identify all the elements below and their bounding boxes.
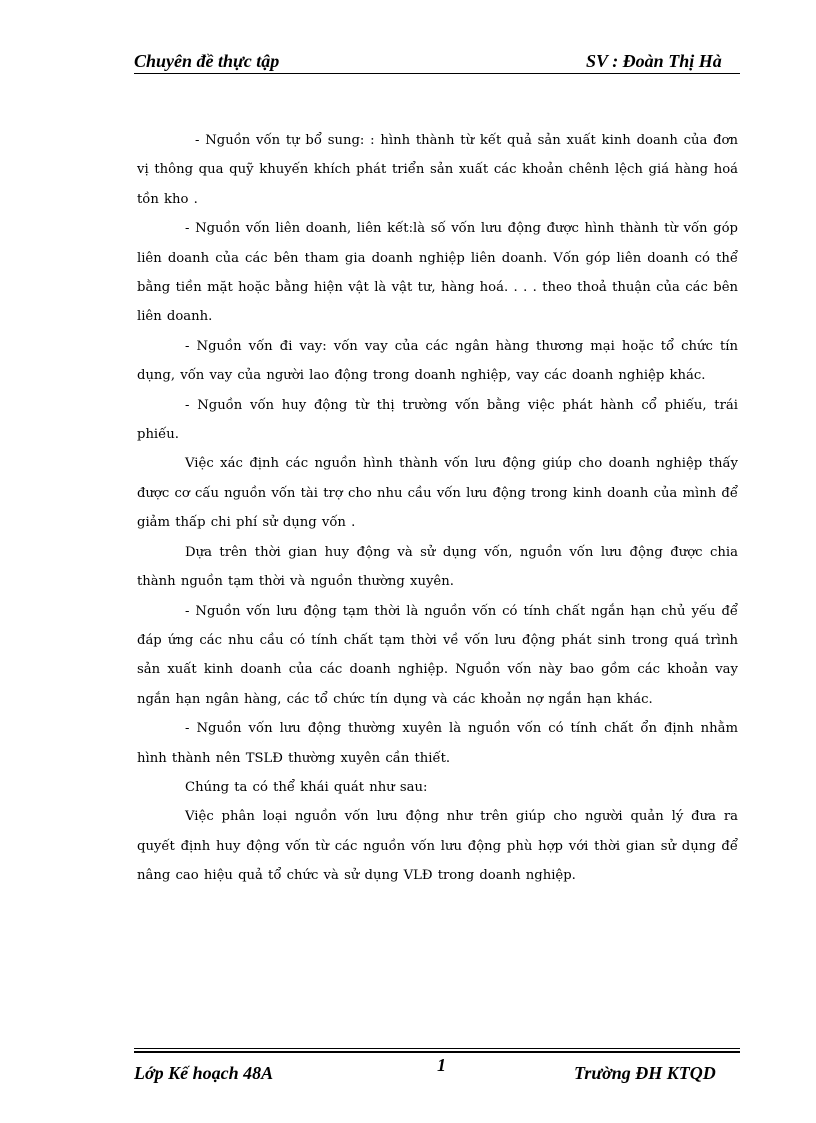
header-rule <box>134 73 740 74</box>
footer-rule-thick <box>134 1051 740 1053</box>
paragraph: - Nguồn vốn đi vay: vốn vay của các ngân hàng thương mại hoặc tổ chức tín dụng, vốn vay của người lao động trong doanh nghiệp, vay các doanh nghiệp khác. <box>137 338 738 384</box>
paragraph: - Nguồn vốn huy động từ thị trường vốn bằng việc phát hành cổ phiếu, trái phiếu. <box>137 397 738 443</box>
paragraph: - Nguồn vốn lưu động tạm thời là nguồn vốn có tính chất ngắn hạn chủ yếu để đáp ứng các nhu cầu có tính chất tạm thời về vốn lưu động phát sinh trong quá trình sản xuất kinh doanh của các doanh nghiệp. Nguồn vốn này bao gồm các khoản vay ngắn hạn ngân hàng, các tổ chức tín dụng và các khoản nợ ngắn hạn khác. <box>137 603 738 707</box>
footer-class: Lớp Kế hoạch 48A <box>134 1063 274 1083</box>
document-body <box>137 126 738 891</box>
paragraph: Việc phân loại nguồn vốn lưu động như trên giúp cho người quản lý đưa ra quyết định huy động vốn từ các nguồn vốn lưu động phù hợp với thời gian sử dụng để nâng cao hiệu quả tổ chức và sử dụng VLĐ trong doanh nghiệp. <box>137 809 738 884</box>
paragraph: - Nguồn vốn lưu động thường xuyên là nguồn vốn có tính chất ổn định nhằm hình thành nên TSLĐ thường xuyên cần thiết. <box>137 721 738 766</box>
page-header <box>134 50 740 74</box>
paragraph: Việc xác định các nguồn hình thành vốn lưu động giúp cho doanh nghiệp thấy được cơ cấu nguồn vốn tài trợ cho nhu cầu vốn lưu động trong kinh doanh của mình để giảm thấp chi phí sử dụng vốn . <box>137 456 738 531</box>
header-author: SV : Đoàn Thị Hà <box>586 51 722 71</box>
paragraph: Chúng ta có thể khái quát như sau: <box>185 779 428 795</box>
paragraph: - Nguồn vốn liên doanh, liên kết:là số vốn lưu động được hình thành từ vốn góp liên doanh của các bên tham gia doanh nghiệp liên doanh. Vốn góp liên doanh có thể bằng tiền mặt hoặc bằng hiện vật là vật tư, hàng hoá. . . . theo thoả thuận của các bên liên doanh. <box>137 221 738 325</box>
header-title: Chuyên đề thực tập <box>134 51 280 71</box>
paragraph: Dựa trên thời gian huy động và sử dụng vốn, nguồn vốn lưu động được chia thành nguồn tạm thời và nguồn thường xuyên. <box>137 544 738 590</box>
page-number: 1 <box>437 1055 446 1075</box>
footer-rule-thin <box>134 1048 740 1049</box>
footer-school: Trường ĐH KTQD <box>574 1063 716 1083</box>
paragraph: - Nguồn vốn tự bổ sung: : hình thành từ kết quả sản xuất kinh doanh của đơn vị thông qua quỹ khuyến khích phát triển sản xuất các khoản chênh lệch giá hàng hoá tồn kho . <box>137 133 738 207</box>
page-footer <box>134 1048 740 1084</box>
